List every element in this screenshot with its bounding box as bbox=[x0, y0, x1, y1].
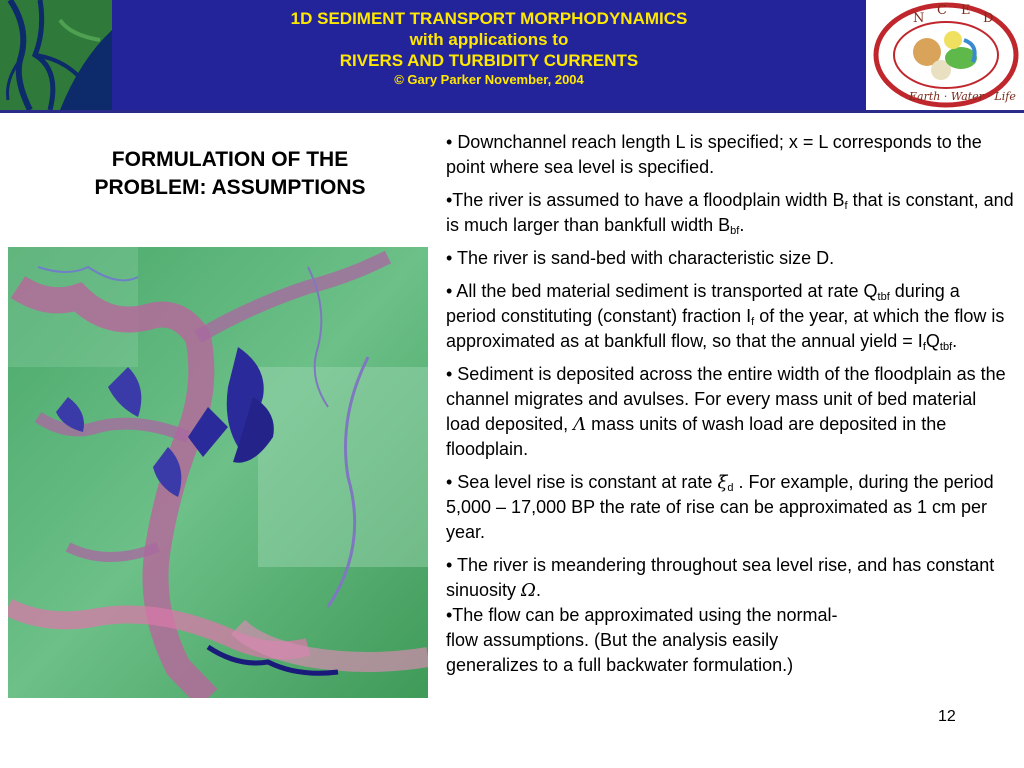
bullet-text: •The river is assumed to have a floodplain width B bbox=[446, 190, 845, 210]
bullet-normal-flow bbox=[446, 603, 846, 678]
bullet-sand-bed bbox=[446, 246, 1014, 271]
header-line-2: with applications to bbox=[409, 30, 569, 49]
xi-dot-symbol: ξ̇ bbox=[717, 472, 728, 493]
header-title bbox=[112, 8, 866, 89]
bullet-sea-level-rise bbox=[446, 470, 1014, 545]
subscript: tbf bbox=[877, 291, 890, 303]
logo-bottom-text: Earth · Water · Life bbox=[909, 90, 1016, 103]
slide-title-line-2: PROBLEM: ASSUMPTIONS bbox=[94, 176, 366, 199]
satellite-image bbox=[8, 247, 428, 698]
bullet-reach-length bbox=[446, 130, 1014, 180]
subscript: f bbox=[751, 316, 755, 328]
lambda-symbol: Λ bbox=[573, 414, 587, 435]
header-line-1: 1D SEDIMENT TRANSPORT MORPHODYNAMICS bbox=[290, 9, 688, 28]
logo-letter-n: N bbox=[913, 11, 925, 26]
subscript: tbf bbox=[939, 341, 953, 353]
bullet-text: . bbox=[535, 580, 541, 600]
bullet-text: of the year, at which the flow is approximated as at bankfull flow, so that the annual yield = I bbox=[446, 306, 1005, 351]
bullet-text: • Sediment is deposited across the entire width of the floodplain as the channel migrates and avulses. For every mass unit of bed material load deposited, bbox=[446, 364, 1006, 434]
bullet-meandering bbox=[446, 553, 1014, 603]
assumption-list bbox=[446, 130, 1014, 678]
bullet-text: • The river is meandering throughout sea level rise, and has constant sinuosity bbox=[446, 555, 995, 600]
bullet-transport-rate bbox=[446, 279, 1014, 354]
slide-title-line-1: FORMULATION OF THE bbox=[111, 148, 349, 171]
header-line-3: RIVERS AND TURBIDITY CURRENTS bbox=[339, 51, 639, 70]
bullet-text: •The flow can be approximated using the normal-flow assumptions. (But the analysis easily generalizes to a full backwater formulation.) bbox=[446, 605, 838, 675]
bullet-text: . For example, during the period 5,000 – 17,000 BP the rate of rise can be approximated as 1 cm per year. bbox=[446, 472, 994, 542]
header-rule bbox=[0, 110, 1024, 113]
subscript: bf bbox=[730, 225, 740, 237]
bullet-text: . bbox=[739, 215, 745, 235]
bullet-text: Downchannel reach length L is specified; x = L corresponds to the point where sea level is specified. bbox=[446, 132, 982, 177]
slide-title bbox=[30, 146, 430, 202]
bullet-deposition bbox=[446, 362, 1014, 462]
logo-letter-e: E bbox=[961, 3, 971, 18]
bullet-text: Q bbox=[925, 331, 940, 351]
bullet-floodplain-width bbox=[446, 188, 1014, 238]
subscript: d bbox=[727, 482, 734, 494]
page-number: 12 bbox=[938, 708, 956, 725]
subscript: f bbox=[844, 200, 848, 212]
bullet-text: mass units of wash load are deposited in the floodplain. bbox=[446, 414, 947, 459]
bullet-text: • All the bed material sediment is transported at rate Q bbox=[446, 281, 878, 301]
omega-symbol: Ω bbox=[521, 580, 536, 601]
slide-header bbox=[0, 0, 1024, 112]
bullet-text: during a period constituting (constant) fraction I bbox=[446, 281, 960, 326]
logo-letter-d: D bbox=[983, 11, 994, 26]
subscript: f bbox=[922, 341, 926, 353]
bullet-text: that is constant, and is much larger than bankfull width B bbox=[446, 190, 1014, 235]
delta-thumbnail-image bbox=[0, 0, 112, 110]
bullet-text: • Sea level rise is constant at rate bbox=[446, 472, 718, 492]
logo-letter-c: C bbox=[937, 3, 947, 18]
bullet-text: . bbox=[952, 331, 958, 351]
bullet-text: • The river is sand-bed with characteristic size D. bbox=[446, 248, 835, 268]
nced-logo bbox=[866, 0, 1024, 110]
header-copyright: © Gary Parker November, 2004 bbox=[394, 72, 584, 87]
bullet-prefix: • bbox=[446, 132, 458, 152]
